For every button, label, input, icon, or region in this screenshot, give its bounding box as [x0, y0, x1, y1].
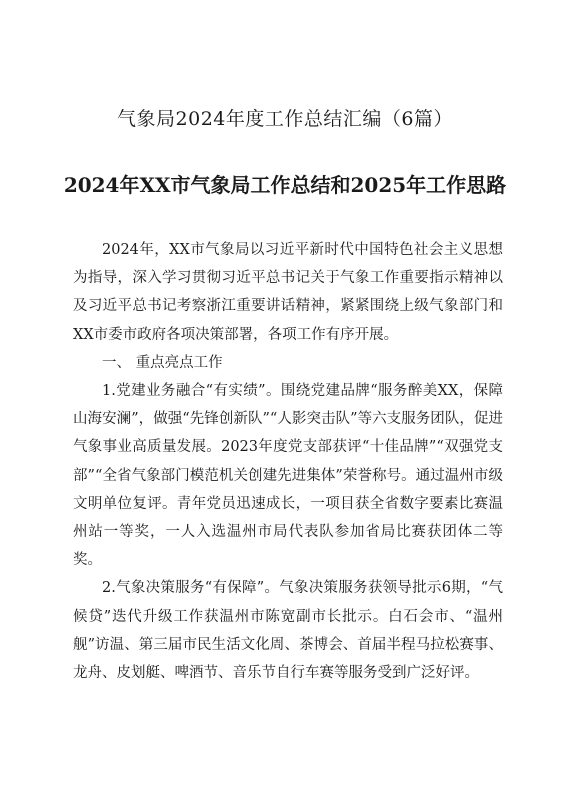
document-body — [73, 236, 503, 687]
intro-paragraph: 2024年，XX市气象局以习近平新时代中国特色社会主义思想为指导，深入学习贯彻习近平总书记关于气象工作重要指示精神以及习近平总书记考察浙江重要讲话精神，紧紧围绕上级气象部门和XX市委市政府各项决策部署，各项工作有序开展。 — [73, 242, 503, 343]
section-heading: 一、 重点亮点工作 — [102, 354, 223, 371]
document-title: 气象局2024年度工作总结汇编（6篇） — [117, 108, 453, 130]
paragraph-party-building: 1.党建业务融合“有实绩”。围绕党建品牌“服务醉美XX，保障山海安澜”，做强“先锋创新队”“人影突击队”等六支服务团队，促进气象事业高质量发展。2023年度党支部获评“十佳品牌”“双强党支部”“全省气象部门模范机关创建先进集体”荣誉称号。通过温州市级文明单位复评。青年党员迅速成长，一项目获全省数字要素比赛温州站一等奖，一人入选温州市局代表队参加省局比赛获团体二等奖。 — [73, 383, 503, 569]
paragraph-decision-service: 2.气象决策服务“有保障”。气象决策服务获领导批示6期，“气候贷”迭代升级工作获温州市陈宽副市长批示。白石会市、“温州舰”访温、第三届市民生活文化周、茶博会、首届半程马拉松赛事、龙舟、皮划艇、啤酒节、音乐节自行车赛等服务受到广泛好评。 — [73, 580, 503, 682]
section-title: 2024年XX市气象局工作总结和2025年工作思路 — [63, 173, 507, 197]
